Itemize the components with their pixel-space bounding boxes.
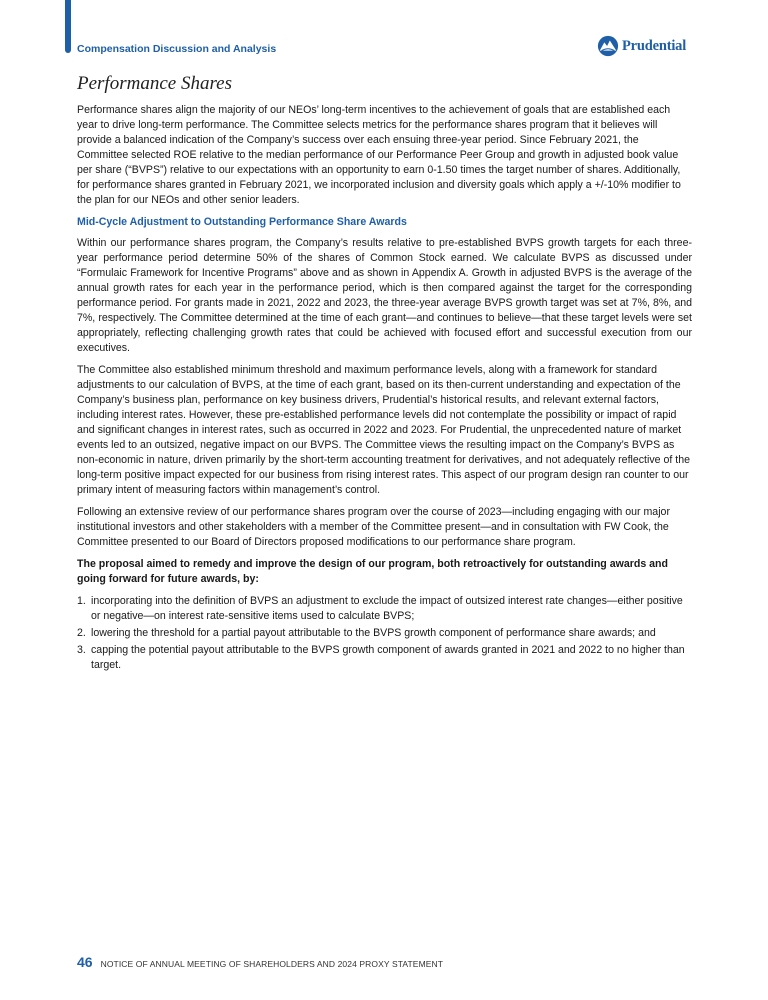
list-text: capping the potential payout attributable to the BVPS growth component of awards granted in 2021 and 2022 to no higher than target.	[91, 644, 685, 671]
paragraph-review: Following an extensive review of our performance shares program over the course of 2023—including engaging with our major institutional investors and other stakeholders with a member of the Committee present—and in consultation with FW Cook, the Committee presented to our Board of Directors proposed modifications to our performance share program.	[77, 506, 670, 548]
proposal-lead: The proposal aimed to remedy and improve the design of our program, both retroactively for outstanding awards and going forward for future awards, by:	[77, 558, 668, 585]
intro-paragraph: Performance shares align the majority of our NEOs’ long-term incentives to the achievement of goals that are established each year to drive long-term performance. The Committee selects metrics for the performance shares program that it believes will provide a balanced indication of the Company’s success over each ensuing three-year period. Since February 2021, the Committee selected ROE relative to the median performance of our Performance Peer Group and growth in adjusted book value per share (“BVPS”) relative to our expectations with an opportunity to earn 0-1.50 times the target number of shares. Additionally, for performance shares granted in February 2021, we incorporated inclusion and diversity goals which apply a +/-10% modifier to the plan for our NEOs and other senior leaders.	[77, 104, 681, 206]
list-item	[77, 643, 692, 673]
subheading: Mid-Cycle Adjustment to Outstanding Performance Share Awards	[77, 216, 407, 228]
rock-icon	[597, 35, 619, 57]
list-text: incorporating into the definition of BVPS an adjustment to exclude the impact of outsized interest rate changes—either positive or negative—on interest rate-sensitive items used to calculate BVPS;	[91, 595, 683, 622]
proposal-list	[77, 594, 692, 673]
list-number: 2.	[77, 627, 86, 639]
logo-text: Prudential	[622, 37, 687, 54]
list-item	[77, 626, 692, 641]
list-item	[77, 594, 692, 624]
prudential-logo	[597, 35, 686, 57]
footer-text: NOTICE OF ANNUAL MEETING OF SHAREHOLDERS AND 2024 PROXY STATEMENT	[100, 959, 444, 969]
header-accent-bar	[65, 0, 71, 53]
main-content	[77, 73, 692, 675]
page-title: Performance Shares	[77, 73, 232, 94]
list-number: 3.	[77, 644, 86, 656]
paragraph-thresholds: The Committee also established minimum threshold and maximum performance levels, along with a framework for standard adjustments to our calculation of BVPS, at the time of each grant, based on its then-current understanding and expectation of the Company’s business plan, performance on key business drivers, Prudential’s historical results, and relevant external factors, including interest rates. However, these pre-established performance levels did not contemplate the possibility or impact of rapid and significant changes in interest rates, such as occurred in 2022 and 2023. For Prudential, the unprecedented nature of market events led to an outsized, negative impact on our BVPS. The Committee views the resulting impact on the Company’s BVPS as non-economic in nature, driven primarily by the short-term accounting treatment for derivatives, and not adequately reflective of the long-term positive impact expected for our business from rising interest rates. This aspect of our program design ran counter to our primary intent of measuring factors within management’s control.	[77, 364, 690, 496]
paragraph-bvps-targets: Within our performance shares program, the Company’s results relative to pre-established BVPS growth targets for each three-year performance period determine 50% of the shares of Common Stock earned. We calculate BVPS as discussed under “Formulaic Framework for Incentive Programs” above and as shown in Appendix A. Growth in adjusted BVPS is the average of the annual growth rates for each year in the performance period, which is then compared against the target for the corresponding performance period. For grants made in 2021, 2022 and 2023, the three-year average BVPS growth target was set at 7%, 8%, and 7%, respectively. The Committee determined at the time of each grant—and continues to believe—that these target levels were set appropriately, reflecting challenging growth rates that could be achieved with focused effort and successful execution from our executives.	[77, 237, 692, 354]
page-footer	[77, 954, 443, 970]
list-text: lowering the threshold for a partial payout attributable to the BVPS growth component of performance share awards; and	[91, 627, 656, 639]
list-number: 1.	[77, 595, 86, 607]
section-label: Compensation Discussion and Analysis	[77, 43, 277, 55]
page-number: 46	[77, 954, 93, 970]
